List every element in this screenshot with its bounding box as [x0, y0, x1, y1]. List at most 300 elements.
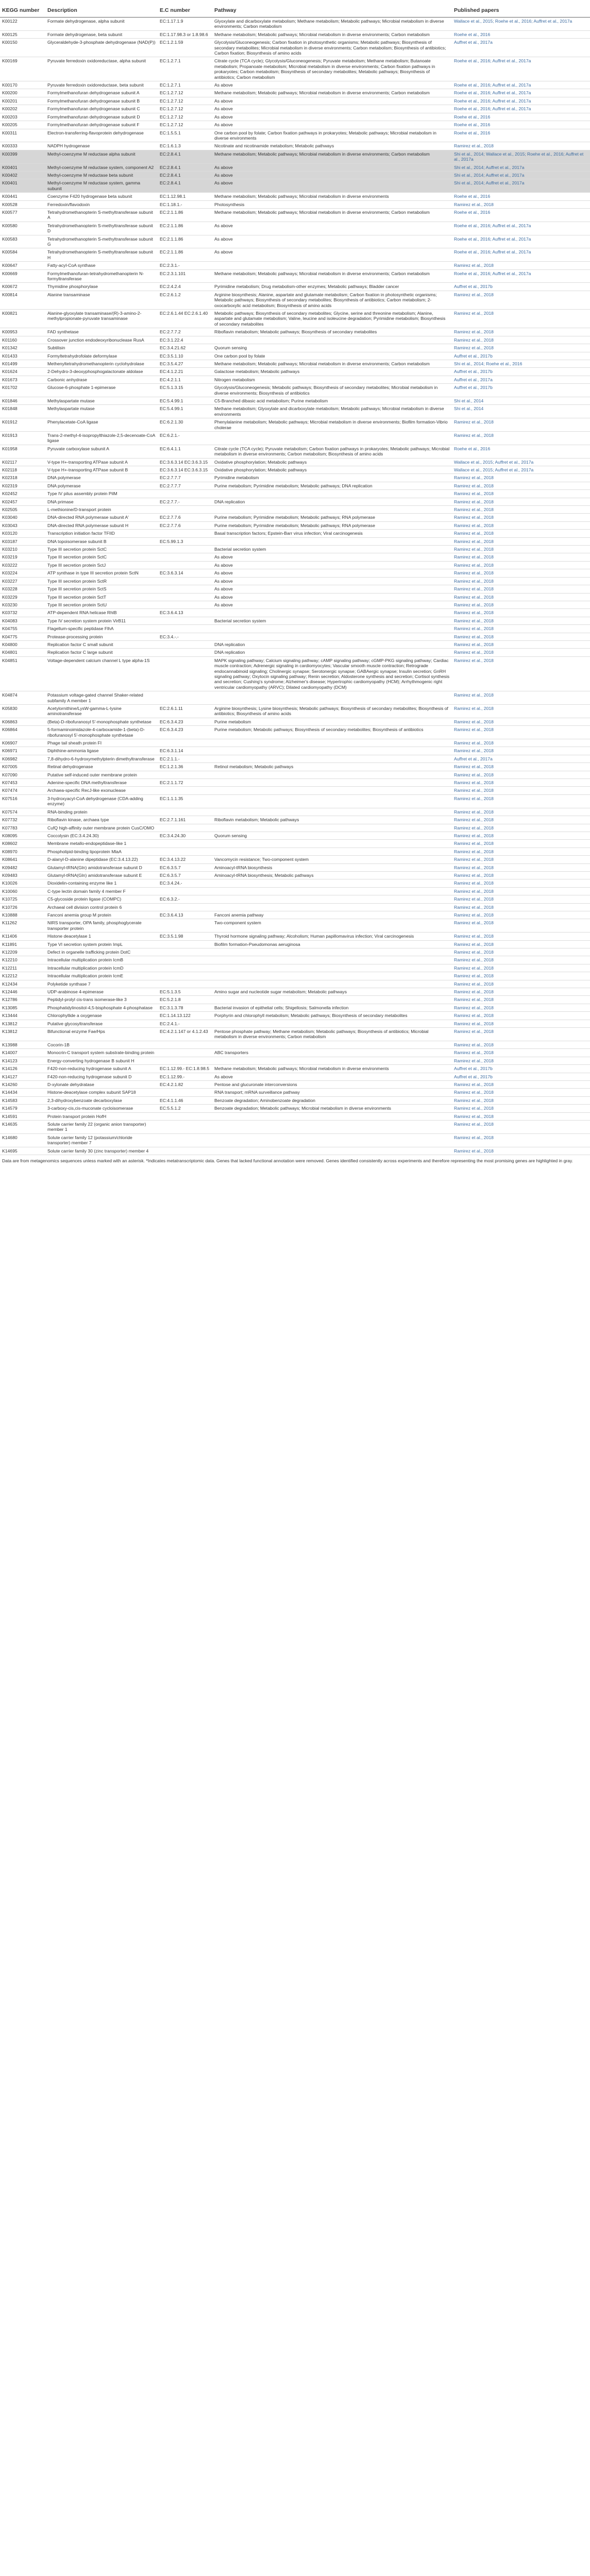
- cell-pathway: Nitrogen metabolism: [212, 376, 452, 383]
- cell-kegg: K13444: [0, 1012, 45, 1020]
- cell-published-papers: Ramirez et al., 2018: [452, 561, 590, 569]
- cell-pathway: Aminoacyl-tRNA biosynthesis: [212, 863, 452, 871]
- cell-published-papers: Auffret et al., 2017b: [452, 283, 590, 291]
- cell-ec-number: EC:6.4.1.1: [158, 445, 212, 458]
- table-row: [0, 656, 590, 691]
- cell-description: Glutamyl-tRNA(Gln) amidotransferase subunit E: [45, 871, 158, 879]
- cell-published-papers: Roehe et al., 2016: [452, 129, 590, 142]
- cell-description: 3-hydroxyacyl-CoA dehydrogenase (CDA-adding enzyme): [45, 794, 158, 808]
- cell-published-papers: Ramirez et al., 2018: [452, 625, 590, 633]
- cell-pathway: [212, 794, 452, 808]
- cell-pathway: [212, 895, 452, 903]
- cell-published-papers: Roehe et al., 2016; Auffret et al., 2017a: [452, 89, 590, 97]
- cell-ec-number: EC:3.6.4.13: [158, 911, 212, 919]
- cell-published-papers: Ramirez et al., 2018: [452, 779, 590, 787]
- cell-published-papers: Ramirez et al., 2018: [452, 1028, 590, 1041]
- cell-kegg: K13085: [0, 1004, 45, 1011]
- cell-kegg: K12210: [0, 956, 45, 964]
- cell-kegg: K06864: [0, 726, 45, 739]
- cell-published-papers: Ramirez et al., 2018: [452, 1004, 590, 1011]
- table-row: [0, 895, 590, 903]
- cell-pathway: As above: [212, 577, 452, 585]
- cell-kegg: K00580: [0, 222, 45, 235]
- cell-kegg: K00125: [0, 30, 45, 38]
- cell-pathway: Glyoxylate and dicarboxylate metabolism; Methane metabolism; Metabolic pathways; Microbial metabolism in diverse environments; Carbon metabolism: [212, 18, 452, 31]
- cell-description: Methyl-coenzyme M reductase system, gamma subunit: [45, 179, 158, 193]
- table-row: [0, 911, 590, 919]
- cell-kegg: K07783: [0, 824, 45, 832]
- cell-kegg: K00528: [0, 200, 45, 208]
- cell-description: Dioxidelin-containing enzyme like 1: [45, 879, 158, 887]
- cell-pathway: As above: [212, 81, 452, 89]
- cell-description: Pyruvate ferredoxin oxidoreductase, beta subunit: [45, 81, 158, 89]
- cell-ec-number: EC:2.1.1.86: [158, 248, 212, 262]
- cell-published-papers: Ramirez et al., 2018: [452, 956, 590, 964]
- cell-kegg: K10725: [0, 895, 45, 903]
- cell-ec-number: EC:2.4.1.-: [158, 1020, 212, 1027]
- table-row: [0, 336, 590, 344]
- table-row: [0, 418, 590, 432]
- cell-description: Type III secretion protein SctS: [45, 585, 158, 593]
- cell-kegg: K08641: [0, 856, 45, 863]
- cell-pathway: DNA replication: [212, 640, 452, 648]
- cell-description: Diphthine-ammonia ligase: [45, 747, 158, 755]
- cell-description: Putative glycosyltransferase: [45, 1020, 158, 1027]
- cell-pathway: Bacterial invasion of epithelial cells; Shigellosis; Salmonella infection: [212, 1004, 452, 1011]
- cell-pathway: Purine metabolism: [212, 718, 452, 725]
- cell-published-papers: Auffret et al., 2017b: [452, 1065, 590, 1073]
- table-row: [0, 569, 590, 577]
- table-row: [0, 458, 590, 466]
- cell-pathway: Bacterial secretion system: [212, 546, 452, 553]
- cell-ec-number: [158, 640, 212, 648]
- cell-ec-number: EC:3.6.3.14: [158, 569, 212, 577]
- table-row: [0, 771, 590, 778]
- cell-kegg: K14695: [0, 1147, 45, 1155]
- cell-pathway: Methane metabolism; Metabolic pathways; Microbial metabolism in diverse environments; Carbon metabolism: [212, 360, 452, 367]
- cell-kegg: K03230: [0, 601, 45, 608]
- cell-ec-number: EC:2.7.7.-: [158, 498, 212, 505]
- cell-pathway: Arginine biosynthesis; Alanine, aspartate and glutamate metabolism; Carbon fixation in photosynthetic organisms; Metabolic pathways; Biosynthesis of secondary metabolites; Biosynthesis of antibiotics; Carbon metabolism; 2-oxocarboxylic acid metabolism; Biosynthesis of amino acids: [212, 291, 452, 309]
- cell-kegg: K00122: [0, 18, 45, 31]
- cell-published-papers: Ramirez et al., 2018: [452, 763, 590, 771]
- cell-published-papers: Ramirez et al., 2018: [452, 537, 590, 545]
- cell-pathway: Citrate cycle (TCA cycle); Glycolysis/Gluconeogenesis; Pyruvate metabolism; Methane metabolism; Butanoate metabolism; Propanoate metabolism; Microbial metabolism in diverse environments; Carbon fixation pathways in prokaryotes; Carbon metabolism; Biosynthesis of secondary metabolites; Metabolic pathways; Biosynthesis of antibiotics; Carbon metabolism: [212, 57, 452, 81]
- cell-description: V-type H+-transporting ATPase subunit B: [45, 466, 158, 474]
- cell-published-papers: Ramirez et al., 2018: [452, 640, 590, 648]
- cell-published-papers: Ramirez et al., 2018: [452, 771, 590, 778]
- cell-ec-number: [158, 1147, 212, 1155]
- table-row: [0, 150, 590, 163]
- cell-pathway: As above: [212, 105, 452, 113]
- cell-ec-number: [158, 980, 212, 988]
- table-row: [0, 1073, 590, 1080]
- cell-kegg: K00170: [0, 81, 45, 89]
- cell-published-papers: Ramirez et al., 2018: [452, 933, 590, 940]
- cell-pathway: [212, 633, 452, 640]
- cell-published-papers: Roehe et al., 2016; Auffret et al., 2017a: [452, 222, 590, 235]
- table-row: [0, 1028, 590, 1041]
- table-row: [0, 89, 590, 97]
- cell-kegg: K14680: [0, 1133, 45, 1147]
- cell-kegg: K00169: [0, 57, 45, 81]
- cell-description: C-type lectin domain family 4 member F: [45, 887, 158, 895]
- cell-pathway: As above: [212, 601, 452, 608]
- cell-ec-number: [158, 1057, 212, 1064]
- cell-kegg: K14579: [0, 1105, 45, 1112]
- cell-published-papers: Wallace et al., 2015; Roehe et al., 2016; Auffret et al., 2017a: [452, 18, 590, 31]
- cell-ec-number: [158, 824, 212, 832]
- cell-description: Phage tail sheath protein FI: [45, 739, 158, 747]
- cell-ec-number: [158, 919, 212, 933]
- cell-published-papers: Ramirez et al., 2018: [452, 336, 590, 344]
- cell-ec-number: EC:5.1.3.5: [158, 988, 212, 996]
- cell-pathway: Thyroid hormone signaling pathway; Alcoholism; Human papillomavirus infection; Viral carcinogenesis: [212, 933, 452, 940]
- cell-description: Membrane metallo-endopeptidase-like 1: [45, 840, 158, 848]
- cell-pathway: Methane metabolism; Metabolic pathways; Microbial metabolism in diverse environments; Carbon metabolism: [212, 208, 452, 222]
- cell-pathway: Arginine biosynthesis; Lysine biosynthesis; Metabolic pathways; Biosynthesis of secondary metabolites; Biosynthesis of antibiotics; Biosynthesis of amino acids: [212, 705, 452, 718]
- cell-ec-number: EC:2.6.1.2: [158, 291, 212, 309]
- cell-pathway: As above: [212, 561, 452, 569]
- cell-published-papers: Roehe et al., 2016: [452, 113, 590, 121]
- table-row: [0, 235, 590, 248]
- cell-published-papers: Ramirez et al., 2018: [452, 948, 590, 956]
- cell-kegg: K01913: [0, 431, 45, 445]
- cell-ec-number: [158, 739, 212, 747]
- table-row: [0, 445, 590, 458]
- cell-description: Type VI secretion system protein ImpL: [45, 940, 158, 948]
- cell-kegg: K00401: [0, 179, 45, 193]
- cell-description: V-type H+-transporting ATPase subunit A: [45, 458, 158, 466]
- cell-kegg: K00821: [0, 310, 45, 328]
- cell-ec-number: EC:1.2.7.12: [158, 89, 212, 97]
- table-row: [0, 609, 590, 617]
- cell-pathway: Purine metabolism; Pyrimidine metabolism; Metabolic pathways; RNA polymerase: [212, 514, 452, 521]
- cell-description: Type III secretion protein SctC: [45, 553, 158, 561]
- cell-description: NADPH hydrogenase: [45, 142, 158, 150]
- cell-description: Putative self-induced outer membrane protein: [45, 771, 158, 778]
- cell-kegg: K00150: [0, 39, 45, 57]
- cell-kegg: K11406: [0, 933, 45, 940]
- cell-description: Solute carrier family 30 (zinc transporter) member 4: [45, 1147, 158, 1155]
- cell-ec-number: [158, 940, 212, 948]
- table-row: [0, 871, 590, 879]
- cell-description: Glyceraldehyde-3-phosphate dehydrogenase (NAD(P)): [45, 39, 158, 57]
- cell-published-papers: Ramirez et al., 2018: [452, 848, 590, 855]
- cell-published-papers: Ramirez et al., 2018: [452, 911, 590, 919]
- cell-kegg: K00672: [0, 283, 45, 291]
- cell-kegg: K00202: [0, 105, 45, 113]
- cell-ec-number: [158, 546, 212, 553]
- cell-pathway: Glycolysis/Gluconeogenesis; Metabolic pathways; Biosynthesis of secondary metabolites; Microbial metabolism in diverse environments; Biosynthesis of antibiotics: [212, 384, 452, 397]
- cell-description: Retinal dehydrogenase: [45, 763, 158, 771]
- table-row: [0, 577, 590, 585]
- cell-ec-number: EC:2.3.1.-: [158, 262, 212, 269]
- cell-pathway: As above: [212, 593, 452, 601]
- table-row: [0, 200, 590, 208]
- cell-ec-number: EC:5.5.1.2: [158, 1105, 212, 1112]
- table-row: [0, 840, 590, 848]
- cell-published-papers: Ramirez et al., 2018: [452, 691, 590, 705]
- cell-ec-number: EC:5.1.3.15: [158, 384, 212, 397]
- cell-ec-number: [158, 903, 212, 911]
- cell-published-papers: Ramirez et al., 2018: [452, 996, 590, 1004]
- cell-kegg: K02118: [0, 466, 45, 474]
- cell-published-papers: Wallace et al., 2015; Auffret et al., 2017a: [452, 466, 590, 474]
- cell-ec-number: [158, 840, 212, 848]
- cell-pathway: ABC transporters: [212, 1049, 452, 1057]
- cell-description: Type III secretion protein SctU: [45, 601, 158, 608]
- cell-ec-number: [158, 848, 212, 855]
- cell-ec-number: EC:2.1.1.86: [158, 222, 212, 235]
- cell-description: DNA-directed RNA polymerase subunit H: [45, 521, 158, 529]
- table-row: [0, 1089, 590, 1096]
- cell-pathway: Retinol metabolism; Metabolic pathways: [212, 763, 452, 771]
- cell-description: Type III secretion protein SctR: [45, 577, 158, 585]
- cell-pathway: DNA replication: [212, 498, 452, 505]
- cell-kegg: K00583: [0, 235, 45, 248]
- cell-description: Solute carrier family 22 (organic anion transporter) member 1: [45, 1120, 158, 1133]
- cell-pathway: Methane metabolism; Metabolic pathways; Microbial metabolism in diverse environments; Carbon metabolism: [212, 30, 452, 38]
- table-row: [0, 521, 590, 529]
- table-row: [0, 617, 590, 624]
- cell-ec-number: EC:1.12.98.1: [158, 193, 212, 200]
- cell-kegg: K00203: [0, 113, 45, 121]
- table-row: [0, 739, 590, 747]
- cell-ec-number: EC:1.2.7.12: [158, 121, 212, 129]
- table-row: [0, 640, 590, 648]
- cell-published-papers: Ramirez et al., 2018: [452, 1080, 590, 1088]
- cell-published-papers: Ramirez et al., 2018: [452, 506, 590, 514]
- cell-kegg: K06982: [0, 755, 45, 762]
- table-row: [0, 57, 590, 81]
- cell-published-papers: Auffret et al., 2017a: [452, 755, 590, 762]
- table-row: [0, 996, 590, 1004]
- document: [0, 0, 590, 1169]
- cell-ec-number: EC:1.17.98.3 or 1.8.98.6: [158, 30, 212, 38]
- cell-description: FAD synthetase: [45, 328, 158, 336]
- cell-description: Alanine-glyoxylate transaminase/(R)-3-amino-2-methylpropionate-pyruvate transaminase: [45, 310, 158, 328]
- cell-pathway: Bacterial secretion system: [212, 617, 452, 624]
- cell-pathway: Galactose metabolism; Metabolic pathways: [212, 368, 452, 376]
- cell-published-papers: Ramirez et al., 2018: [452, 1133, 590, 1147]
- cell-published-papers: Ramirez et al., 2018: [452, 593, 590, 601]
- cell-ec-number: EC:3.6.4.13: [158, 609, 212, 617]
- cell-description: Tetrahydromethanopterin S-methyltransferase subunit A: [45, 208, 158, 222]
- cell-description: Tetrahydromethanopterin S-methyltransferase subunit D: [45, 222, 158, 235]
- table-row: [0, 498, 590, 505]
- cell-pathway: Amino sugar and nucleotide sugar metabolism; Metabolic pathways: [212, 988, 452, 996]
- cell-pathway: [212, 506, 452, 514]
- table-row: [0, 1096, 590, 1104]
- cell-ec-number: EC:2.1.1.72: [158, 779, 212, 787]
- table-row: [0, 794, 590, 808]
- table-row: [0, 553, 590, 561]
- cell-published-papers: Ramirez et al., 2018: [452, 1057, 590, 1064]
- cell-kegg: K10888: [0, 911, 45, 919]
- cell-pathway: [212, 537, 452, 545]
- table-row: [0, 537, 590, 545]
- cell-kegg: K08095: [0, 832, 45, 839]
- cell-kegg: K06971: [0, 747, 45, 755]
- cell-pathway: Oxidative phosphorylation; Metabolic pathways: [212, 458, 452, 466]
- cell-kegg: K00669: [0, 269, 45, 283]
- cell-description: Methylaspartate mutase: [45, 397, 158, 404]
- cell-kegg: K07516: [0, 794, 45, 808]
- cell-published-papers: Ramirez et al., 2018: [452, 656, 590, 691]
- table-row: [0, 121, 590, 129]
- cell-pathway: [212, 1112, 452, 1120]
- cell-pathway: Purine metabolism; Pyrimidine metabolism; Metabolic pathways; DNA replication: [212, 482, 452, 489]
- table-row: [0, 474, 590, 482]
- cell-published-papers: Ramirez et al., 2018: [452, 705, 590, 718]
- cell-description: F420-non-reducing hydrogenase subunit D: [45, 1073, 158, 1080]
- table-row: [0, 384, 590, 397]
- cell-description: Methylaspartate mutase: [45, 405, 158, 418]
- cell-kegg: K14260: [0, 1080, 45, 1088]
- cell-published-papers: Shi et al., 2014: [452, 397, 590, 404]
- cell-pathway: [212, 996, 452, 1004]
- cell-published-papers: Ramirez et al., 2018: [452, 521, 590, 529]
- cell-kegg: K00399: [0, 150, 45, 163]
- cell-kegg: K14123: [0, 1057, 45, 1064]
- cell-ec-number: EC:2.7.7.7: [158, 482, 212, 489]
- cell-published-papers: Roehe et al., 2016; Auffret et al., 2017a: [452, 97, 590, 105]
- table-row: [0, 585, 590, 593]
- cell-description: Phospholipid-binding lipoprotein MlaA: [45, 848, 158, 855]
- cell-description: Type III secretion protein SctC: [45, 546, 158, 553]
- table-row: [0, 105, 590, 113]
- cell-kegg: K14434: [0, 1089, 45, 1096]
- cell-ec-number: [158, 887, 212, 895]
- cell-ec-number: EC:1.12.99.- EC:1.8.98.5: [158, 1065, 212, 1073]
- cell-description: C5-glycoside protein ligase (COMPC): [45, 895, 158, 903]
- cell-kegg: K06907: [0, 739, 45, 747]
- cell-ec-number: [158, 956, 212, 964]
- cell-published-papers: Ramirez et al., 2018: [452, 482, 590, 489]
- cell-description: Thymidine phosphorylase: [45, 283, 158, 291]
- cell-pathway: [212, 980, 452, 988]
- table-row: [0, 887, 590, 895]
- cell-published-papers: Shi et al., 2014; Auffret et al., 2017a: [452, 163, 590, 171]
- cell-description: Adenine-specific DNA methyltransferase: [45, 779, 158, 787]
- cell-pathway: [212, 1147, 452, 1155]
- table-row: [0, 1112, 590, 1120]
- cell-pathway: As above: [212, 1073, 452, 1080]
- table-body: [0, 18, 590, 1155]
- table-row: [0, 1105, 590, 1112]
- table-row: [0, 405, 590, 418]
- cell-pathway: Methane metabolism; Metabolic pathways; Microbial metabolism in diverse environments: [212, 1065, 452, 1073]
- cell-ec-number: EC:6.2.1.30: [158, 418, 212, 432]
- table-row: [0, 593, 590, 601]
- cell-description: Formate dehydrogenase, beta subunit: [45, 30, 158, 38]
- cell-ec-number: [158, 1041, 212, 1048]
- cell-description: 3-carboxy-cis,cis-muconate cycloisomerase: [45, 1105, 158, 1112]
- table-row: [0, 848, 590, 855]
- table-row: [0, 97, 590, 105]
- cell-description: Histone-deacetylase complex subunit SAP18: [45, 1089, 158, 1096]
- cell-published-papers: Roehe et al., 2016; Auffret et al., 2017a: [452, 81, 590, 89]
- cell-published-papers: Ramirez et al., 2018: [452, 601, 590, 608]
- cell-description: Defect in organelle trafficking protein DotC: [45, 948, 158, 956]
- cell-description: 2,3-dihydroxybenzoate decarboxylase: [45, 1096, 158, 1104]
- cell-kegg: K01848: [0, 405, 45, 418]
- cell-published-papers: Ramirez et al., 2018: [452, 726, 590, 739]
- cell-pathway: Quorum sensing: [212, 832, 452, 839]
- cell-kegg: K01499: [0, 360, 45, 367]
- cell-kegg: K07090: [0, 771, 45, 778]
- cell-description: ATP-dependent RNA helicase RhlB: [45, 609, 158, 617]
- table-row: [0, 208, 590, 222]
- cell-ec-number: EC:5.99.1.3: [158, 537, 212, 545]
- table-row: [0, 879, 590, 887]
- table-row: [0, 903, 590, 911]
- table-row: [0, 248, 590, 262]
- cell-published-papers: Ramirez et al., 2018: [452, 832, 590, 839]
- cell-ec-number: EC:3.6.3.14 EC:3.6.3.15: [158, 458, 212, 466]
- cell-ec-number: [158, 577, 212, 585]
- cell-published-papers: Ramirez et al., 2018: [452, 310, 590, 328]
- cell-description: Fatty-acyl-CoA synthase: [45, 262, 158, 269]
- table-row: [0, 344, 590, 352]
- cell-ec-number: [158, 617, 212, 624]
- header-description: Description: [45, 4, 158, 18]
- cell-pathway: Glycolysis/Gluconeogenesis; Carbon fixation in photosynthetic organisms; Metabolic pathways; Biosynthesis of secondary metabolites; Microbial metabolism in diverse environments; Carbon metabolism; Biosynthesis of antibiotics; Carbon fixation; Biosynthesis of amino acids: [212, 39, 452, 57]
- cell-ec-number: EC:2.8.4.1: [158, 150, 212, 163]
- cell-description: Formylmethanofuran dehydrogenase subunit B: [45, 97, 158, 105]
- cell-published-papers: Ramirez et al., 2018: [452, 1041, 590, 1048]
- cell-published-papers: Roehe et al., 2016; Auffret et al., 2017a: [452, 269, 590, 283]
- cell-pathway: [212, 747, 452, 755]
- cell-ec-number: [158, 625, 212, 633]
- table-row: [0, 601, 590, 608]
- cell-pathway: Benzoate degradation; Aminobenzoate degradation: [212, 1096, 452, 1104]
- cell-pathway: [212, 1120, 452, 1133]
- table-row: [0, 368, 590, 376]
- cell-pathway: [212, 887, 452, 895]
- cell-ec-number: EC:5.4.99.1: [158, 397, 212, 404]
- cell-pathway: [212, 1057, 452, 1064]
- cell-published-papers: Ramirez et al., 2018: [452, 747, 590, 755]
- cell-pathway: Metabolic pathways; Biosynthesis of secondary metabolites; Glycine, serine and threonine metabolism; Alanine, aspartate and glutamate metabolism; Valine, leucine and isoleucine degradation; Pyrimidine metabolism; Biosynthesis of secondary metabolites: [212, 310, 452, 328]
- cell-kegg: K14126: [0, 1065, 45, 1073]
- table-row: [0, 352, 590, 360]
- cell-published-papers: Ramirez et al., 2018: [452, 856, 590, 863]
- cell-kegg: K07574: [0, 808, 45, 816]
- cell-kegg: K00441: [0, 193, 45, 200]
- cell-pathway: As above: [212, 121, 452, 129]
- cell-published-papers: Ramirez et al., 2018: [452, 490, 590, 498]
- cell-kegg: K03732: [0, 609, 45, 617]
- table-row: [0, 291, 590, 309]
- table-row: [0, 113, 590, 121]
- cell-description: Chlorophyllide a oxygenase: [45, 1012, 158, 1020]
- cell-description: Coccolysin (EC:3.4.24.30): [45, 832, 158, 839]
- cell-published-papers: Ramirez et al., 2018: [452, 546, 590, 553]
- cell-description: D-alanyl-D-alanine dipeptidase (EC:3.4.13.22): [45, 856, 158, 863]
- cell-ec-number: EC:1.6.1.3: [158, 142, 212, 150]
- cell-kegg: K03222: [0, 561, 45, 569]
- cell-published-papers: Ramirez et al., 2018: [452, 808, 590, 816]
- cell-ec-number: EC:2.6.1.11: [158, 705, 212, 718]
- table-row: [0, 726, 590, 739]
- cell-published-papers: Ramirez et al., 2018: [452, 585, 590, 593]
- cell-published-papers: Ramirez et al., 2018: [452, 718, 590, 725]
- header-ec-number: E.C number: [158, 4, 212, 18]
- cell-pathway: Biofilm formation-Pseudomonas aeruginosa: [212, 940, 452, 948]
- cell-published-papers: Ramirez et al., 2018: [452, 474, 590, 482]
